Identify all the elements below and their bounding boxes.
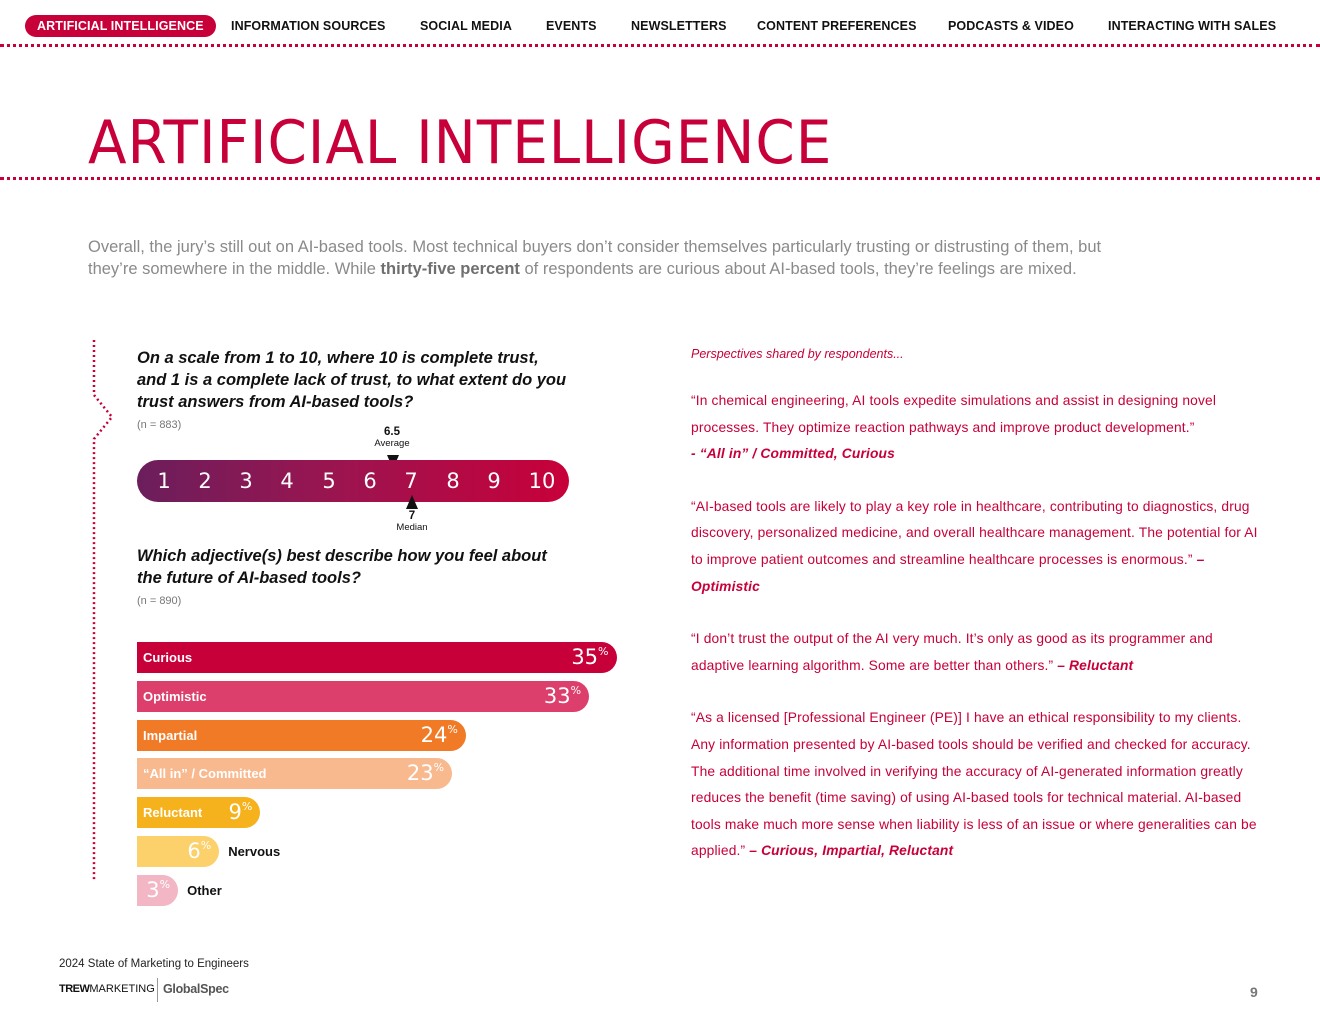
nav-tab-information-sources[interactable]: INFORMATION SOURCES	[231, 19, 386, 33]
nav-tab-newsletters[interactable]: NEWSLETTERS	[631, 19, 727, 33]
bar-label-reluctant: Reluctant	[143, 805, 203, 821]
scale-number-1: 1	[157, 469, 171, 493]
nav-tab-podcasts-video[interactable]: PODCASTS & VIDEO	[948, 19, 1074, 33]
quote-1-attribution: - “All in” / Committed, Curious	[691, 446, 895, 462]
trew-logo-rest: MARKETING	[89, 983, 155, 995]
bar-value-unit: %	[200, 839, 212, 852]
page-number: 9	[1250, 984, 1258, 1000]
nav-tab-events[interactable]: EVENTS	[546, 19, 597, 33]
scale-number-6: 6	[363, 469, 377, 493]
report-name: 2024 State of Marketing to Engineers	[59, 958, 249, 970]
quote-4-attribution: – Curious, Impartial, Reluctant	[749, 843, 954, 859]
quote-1-text: “In chemical engineering, AI tools expedite simulations and assist in designing novel processes. They optimize reaction pathways and improve product development.”	[691, 393, 1217, 435]
bar-value-all-in-committed	[374, 758, 444, 789]
average-label: Average	[374, 438, 410, 449]
bar-value-nervous	[141, 836, 211, 867]
intro-text-end: of respondents are curious about AI-based tools, they’re feelings are mixed.	[519, 259, 1077, 278]
bar-value-unit: %	[598, 645, 609, 658]
bar-value-number: 23	[406, 761, 434, 786]
logo-divider	[157, 978, 158, 1002]
trust-scale	[137, 460, 569, 502]
bar-label-nervous: Nervous	[228, 844, 281, 859]
scale-number-4: 4	[280, 469, 294, 493]
adjective-sample-size: (n = 890)	[137, 595, 182, 607]
bar-value-number: 24	[420, 722, 448, 747]
quote-3-text: “I don’t trust the output of the AI very much. It’s only as good as its programmer and adaptive learning algorithm. Some are better than others.”	[691, 631, 1213, 673]
scale-number-5: 5	[322, 469, 336, 493]
intro-highlight: thirty-five percent	[380, 259, 520, 278]
scale-number-2: 2	[198, 469, 212, 493]
title-divider	[0, 177, 1320, 180]
nav-tab-content-preferences[interactable]: CONTENT PREFERENCES	[757, 19, 917, 33]
trew-logo-bold: TREW	[59, 983, 90, 995]
bar-value-number: 9	[228, 800, 242, 825]
scale-number-3: 3	[239, 469, 253, 493]
globalspec-logo: GlobalSpec	[163, 982, 229, 996]
quote-1	[691, 388, 1261, 468]
bar-value-unit: %	[159, 877, 171, 891]
bar-label-impartial: Impartial	[143, 727, 198, 743]
bar-value-curious	[539, 642, 609, 673]
nav-tab-artificial-intelligence[interactable]: ARTIFICIAL INTELLIGENCE	[25, 15, 216, 37]
quote-4-text: “As a licensed [Professional Engineer (PE)] I have an ethical responsibility to my clients. Any information presented by AI-based tools should be verified and checked for accuracy. The additional time involved in verifying the accuracy of AI-generated information greatly reduces the benefit (time saving) of using AI-based tools for technical material. AI-based tools make much more sense when liability is less of an issue or where generalities can be applied.”	[691, 710, 1257, 859]
scale-number-8: 8	[446, 469, 460, 493]
quote-2	[691, 494, 1261, 600]
bar-value-number: 33	[543, 683, 571, 708]
quote-2-attribution: – Optimistic	[691, 551, 1205, 594]
median-label: Median	[396, 522, 428, 533]
average-marker-label	[362, 426, 422, 449]
nav-tab-interacting-with-sales[interactable]: INTERACTING WITH SALES	[1108, 19, 1277, 33]
bar-value-optimistic	[511, 681, 581, 712]
intro-paragraph	[88, 237, 1128, 280]
bar-value-unit: %	[433, 761, 445, 775]
adjective-question: Which adjective(s) best describe how you feel about the future of AI-based tools?	[137, 547, 547, 587]
respondent-quotes	[691, 345, 1261, 891]
section-bracket	[92, 340, 116, 880]
trust-sample-size: (n = 883)	[137, 419, 182, 431]
quote-4	[691, 705, 1261, 865]
trust-question: On a scale from 1 to 10, where 10 is complete trust, and 1 is a complete lack of trust, to what extent do you trust answers from AI-based tools?	[137, 349, 567, 411]
bar-value-number: 35	[571, 645, 599, 669]
bar-value-unit: %	[447, 722, 458, 736]
intro-text-start: Overall, the jury’s still out on AI-based tools. Most technical buyers don’t consider themselves particularly trusting or distrusting of them, but they’re somewhere in the middle. While	[88, 238, 1102, 278]
median-marker-label	[382, 510, 442, 533]
quote-2-text: “AI-based tools are likely to play a key role in healthcare, contributing to diagnostics, drug discovery, personalized medicine, and overall healthcare management. The potential for AI to improve patient outcomes and streamline healthcare processes is enormous.”	[691, 498, 1258, 567]
average-value: 6.5	[384, 426, 400, 438]
quote-3	[691, 626, 1261, 679]
bar-label-all-in-committed: “All in” / Committed	[143, 766, 267, 782]
nav-tab-social-media[interactable]: SOCIAL MEDIA	[420, 19, 512, 33]
scale-number-10: 10	[528, 469, 556, 493]
nav-divider	[0, 44, 1320, 47]
bar-value-number: 6	[187, 839, 201, 863]
bar-value-unit: %	[570, 683, 582, 697]
bar-value-number: 3	[146, 877, 160, 902]
bar-label-other: Other	[187, 882, 222, 898]
trew-marketing-logo	[59, 983, 155, 995]
bar-label-optimistic: Optimistic	[143, 688, 207, 704]
bar-value-unit: %	[241, 800, 253, 814]
bar-value-other	[100, 875, 170, 906]
bar-label-curious: Curious	[143, 650, 193, 665]
page-title: ARTIFICIAL INTELLIGENCE	[88, 108, 833, 178]
median-value: 7	[408, 510, 416, 522]
median-arrow-icon	[406, 495, 418, 509]
top-nav	[0, 0, 1320, 48]
scale-number-7: 7	[404, 469, 418, 493]
quotes-lead: Perspectives shared by respondents...	[691, 347, 904, 361]
scale-number-9: 9	[487, 469, 501, 493]
bar-value-impartial	[388, 720, 458, 751]
quote-3-attribution: – Reluctant	[1057, 657, 1134, 673]
